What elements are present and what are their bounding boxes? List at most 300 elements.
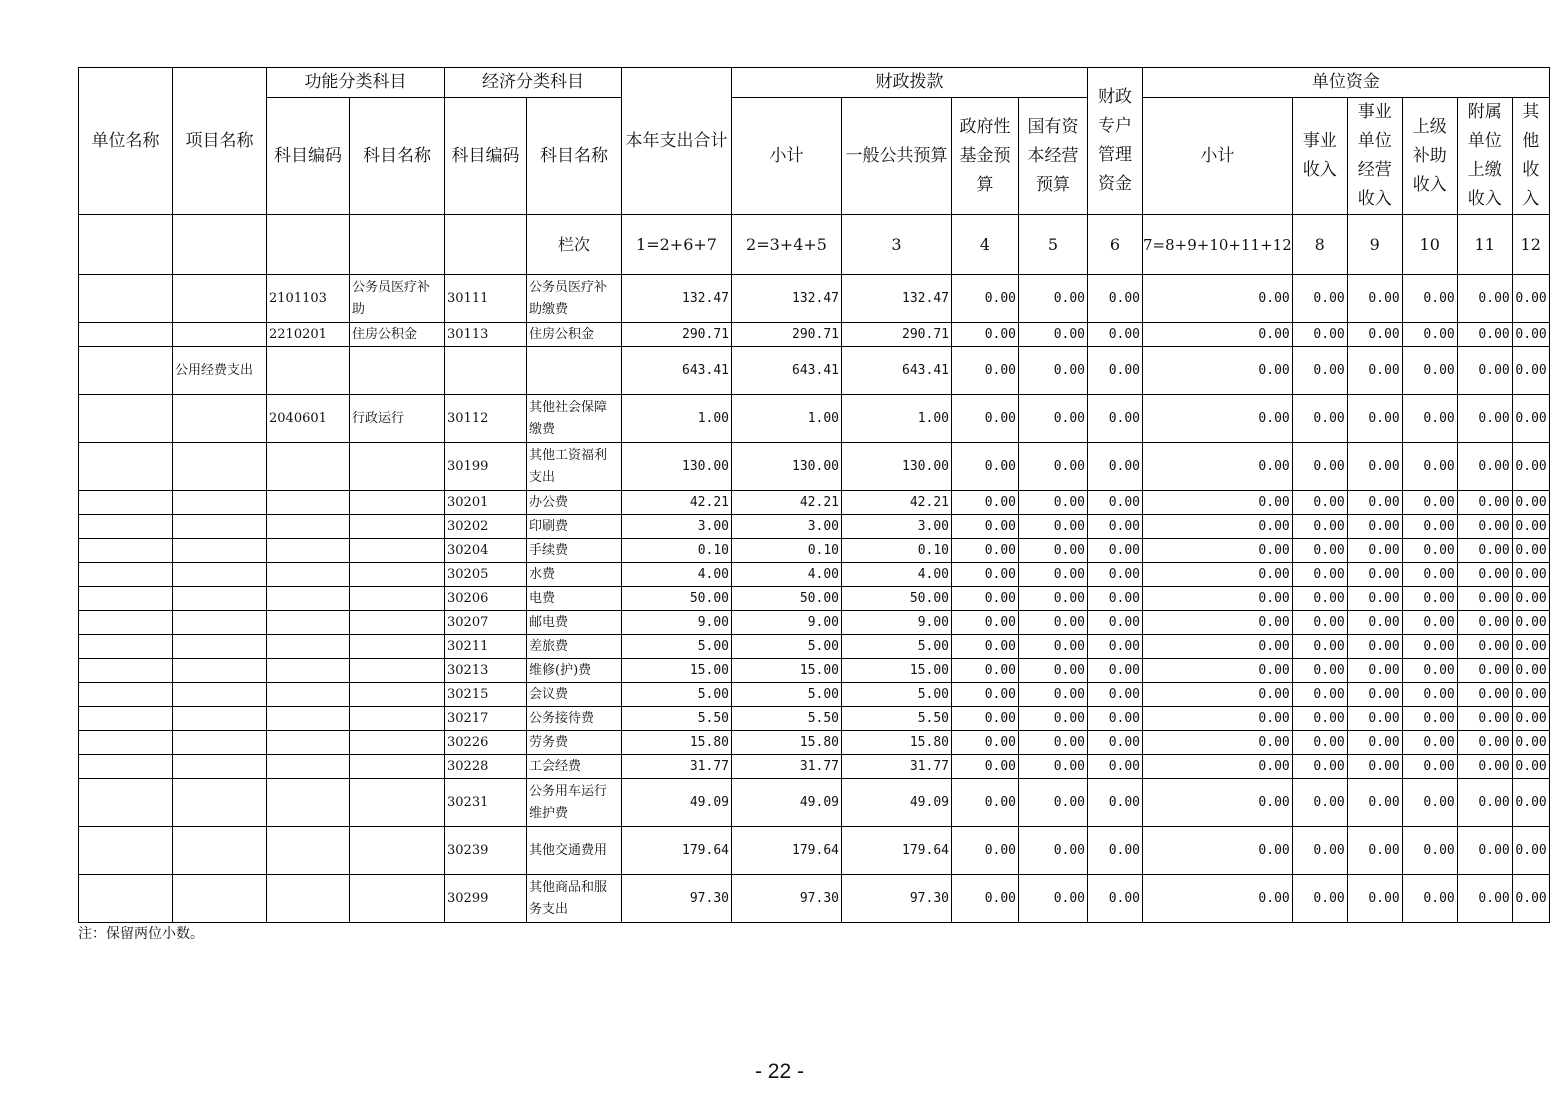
column-index: 5 [1019,215,1088,275]
amount-cell: 0.00 [1347,635,1402,659]
economic-name-cell: 其他交通费用 [527,827,622,875]
amount-cell: 0.00 [1292,875,1347,923]
amount-cell: 0.00 [1143,587,1293,611]
amount-cell: 15.00 [622,659,732,683]
amount-cell: 0.00 [1019,275,1088,323]
economic-name-cell: 工会经费 [527,755,622,779]
function-name-cell [350,731,445,755]
function-name-cell: 住房公积金 [350,323,445,347]
amount-cell: 0.00 [1143,683,1293,707]
amount-cell: 0.00 [1088,347,1143,395]
amount-cell: 9.00 [842,611,952,635]
header-economic-group: 经济分类科目 [445,68,622,98]
amount-cell: 5.00 [842,683,952,707]
amount-cell: 31.77 [732,755,842,779]
unit-name-cell [79,707,173,731]
amount-cell: 0.00 [952,683,1019,707]
project-name-cell [173,491,267,515]
function-name-cell [350,683,445,707]
unit-name-cell [79,635,173,659]
economic-code-cell: 30111 [445,275,527,323]
amount-cell: 0.00 [1019,443,1088,491]
header-function-code: 科目编码 [267,98,350,215]
function-code-cell [267,611,350,635]
amount-cell: 0.00 [1143,491,1293,515]
amount-cell: 0.00 [1292,683,1347,707]
unit-name-cell [79,491,173,515]
amount-cell: 3.00 [622,515,732,539]
function-code-cell [267,659,350,683]
amount-cell: 49.09 [622,779,732,827]
amount-cell: 0.00 [1347,731,1402,755]
amount-cell: 0.00 [1143,755,1293,779]
amount-cell: 0.00 [1402,323,1457,347]
function-code-cell [267,347,350,395]
project-name-cell [173,587,267,611]
amount-cell: 0.00 [1088,827,1143,875]
amount-cell: 0.00 [1088,683,1143,707]
amount-cell: 3.00 [842,515,952,539]
table-row [79,755,1550,779]
function-code-cell [267,539,350,563]
economic-name-cell: 维修(护)费 [527,659,622,683]
economic-name-cell: 手续费 [527,539,622,563]
amount-cell: 0.00 [1512,611,1549,635]
amount-cell: 130.00 [842,443,952,491]
amount-cell: 0.00 [952,323,1019,347]
amount-cell: 0.00 [952,347,1019,395]
amount-cell: 0.00 [1347,755,1402,779]
amount-cell: 0.00 [1088,611,1143,635]
header-other-income: 其他收入 [1512,98,1549,215]
unit-name-cell [79,443,173,491]
economic-code-cell: 30215 [445,683,527,707]
amount-cell: 0.00 [1347,827,1402,875]
header-unit-name: 单位名称 [79,68,173,215]
function-name-cell [350,491,445,515]
amount-cell: 0.00 [1347,779,1402,827]
amount-cell: 0.00 [1292,707,1347,731]
amount-cell: 50.00 [622,587,732,611]
amount-cell: 0.00 [952,539,1019,563]
amount-cell: 0.00 [1019,875,1088,923]
unit-name-cell [79,587,173,611]
unit-name-cell [79,563,173,587]
economic-code-cell: 30112 [445,395,527,443]
amount-cell: 3.00 [732,515,842,539]
economic-code-cell: 30239 [445,827,527,875]
function-code-cell [267,587,350,611]
table-row [79,395,1550,443]
amount-cell: 50.00 [732,587,842,611]
amount-cell: 0.00 [1088,563,1143,587]
function-code-cell [267,635,350,659]
amount-cell: 1.00 [732,395,842,443]
amount-cell: 0.00 [1512,731,1549,755]
header-business-income: 事业收入 [1292,98,1347,215]
amount-cell: 0.00 [1347,275,1402,323]
amount-cell: 0.00 [1512,779,1549,827]
amount-cell: 0.00 [952,707,1019,731]
amount-cell: 0.00 [1457,395,1512,443]
function-name-cell [350,587,445,611]
table-row [79,875,1550,923]
amount-cell: 0.00 [1292,827,1347,875]
amount-cell: 0.00 [1019,659,1088,683]
amount-cell: 0.00 [1402,515,1457,539]
amount-cell: 0.00 [1019,539,1088,563]
amount-cell: 0.10 [842,539,952,563]
project-name-cell [173,539,267,563]
amount-cell: 42.21 [842,491,952,515]
amount-cell: 0.00 [1088,539,1143,563]
amount-cell: 15.80 [842,731,952,755]
amount-cell: 0.10 [622,539,732,563]
table-row [79,443,1550,491]
amount-cell: 0.00 [1088,875,1143,923]
amount-cell: 0.00 [1347,683,1402,707]
amount-cell: 0.00 [1457,683,1512,707]
amount-cell: 0.00 [1019,755,1088,779]
project-name-cell [173,443,267,491]
amount-cell: 97.30 [732,875,842,923]
amount-cell: 5.50 [622,707,732,731]
amount-cell: 0.00 [1512,515,1549,539]
amount-cell: 643.41 [622,347,732,395]
amount-cell: 0.00 [1512,491,1549,515]
amount-cell: 0.00 [1402,707,1457,731]
project-name-cell [173,827,267,875]
amount-cell: 0.00 [952,443,1019,491]
header-unit-subtotal: 小计 [1143,98,1293,215]
function-code-cell [267,707,350,731]
amount-cell: 0.00 [952,275,1019,323]
amount-cell: 0.00 [1457,587,1512,611]
amount-cell: 0.00 [1143,275,1293,323]
function-code-cell [267,755,350,779]
economic-code-cell: 30231 [445,779,527,827]
economic-code-cell: 30204 [445,539,527,563]
unit-name-cell [79,683,173,707]
column-index: 12 [1512,215,1549,275]
project-name-cell [173,755,267,779]
amount-cell: 0.00 [1402,683,1457,707]
amount-cell: 1.00 [842,395,952,443]
header-affiliated-income: 附属单位上缴收入 [1457,98,1512,215]
amount-cell: 0.00 [1088,779,1143,827]
amount-cell: 0.00 [1457,875,1512,923]
table-body [79,275,1550,923]
amount-cell: 42.21 [622,491,732,515]
amount-cell: 0.00 [1512,707,1549,731]
table-row [79,587,1550,611]
amount-cell: 0.00 [1402,659,1457,683]
amount-cell: 0.00 [1292,323,1347,347]
project-name-cell [173,683,267,707]
economic-code-cell: 30207 [445,611,527,635]
economic-code-cell: 30205 [445,563,527,587]
amount-cell: 0.00 [1347,395,1402,443]
project-name-cell [173,275,267,323]
amount-cell: 0.00 [1292,395,1347,443]
amount-cell: 290.71 [622,323,732,347]
amount-cell: 0.00 [1512,755,1549,779]
header-operating-income: 事业单位经营收入 [1347,98,1402,215]
amount-cell: 0.00 [1457,731,1512,755]
column-index: 10 [1402,215,1457,275]
amount-cell: 0.00 [1143,443,1293,491]
table-row [79,323,1550,347]
column-index: 11 [1457,215,1512,275]
amount-cell: 0.00 [1402,611,1457,635]
economic-name-cell: 公务接待费 [527,707,622,731]
amount-cell: 0.00 [952,515,1019,539]
table-row [79,275,1550,323]
project-name-cell: 公用经费支出 [173,347,267,395]
unit-name-cell [79,827,173,875]
unit-name-cell [79,731,173,755]
amount-cell: 0.00 [1457,779,1512,827]
economic-code-cell: 30113 [445,323,527,347]
amount-cell: 0.00 [1512,275,1549,323]
amount-cell: 0.00 [1088,635,1143,659]
unit-name-cell [79,659,173,683]
amount-cell: 643.41 [842,347,952,395]
amount-cell: 0.00 [1402,563,1457,587]
function-code-cell [267,779,350,827]
column-index: 8 [1292,215,1347,275]
amount-cell: 0.00 [1088,275,1143,323]
economic-code-cell: 30206 [445,587,527,611]
amount-cell: 0.00 [1457,563,1512,587]
function-name-cell [350,827,445,875]
amount-cell: 0.00 [1143,539,1293,563]
economic-name-cell: 其他工资福利支出 [527,443,622,491]
amount-cell: 9.00 [622,611,732,635]
amount-cell: 0.00 [1512,659,1549,683]
amount-cell: 0.00 [1512,827,1549,875]
amount-cell: 0.00 [1347,515,1402,539]
economic-name-cell [527,347,622,395]
economic-name-cell: 其他商品和服务支出 [527,875,622,923]
economic-name-cell: 办公费 [527,491,622,515]
function-name-cell: 行政运行 [350,395,445,443]
amount-cell: 0.00 [1292,539,1347,563]
header-total: 本年支出合计 [622,68,732,215]
economic-code-cell: 30299 [445,875,527,923]
project-name-cell [173,635,267,659]
amount-cell: 0.00 [1292,731,1347,755]
header-state-capital-budget: 国有资本经营预算 [1019,98,1088,215]
amount-cell: 15.00 [842,659,952,683]
amount-cell: 0.00 [1402,779,1457,827]
amount-cell: 0.00 [1457,323,1512,347]
table-row [79,731,1550,755]
amount-cell: 290.71 [732,323,842,347]
amount-cell: 0.00 [1512,443,1549,491]
amount-cell: 0.00 [952,875,1019,923]
economic-code-cell: 30202 [445,515,527,539]
economic-name-cell: 公务用车运行维护费 [527,779,622,827]
amount-cell: 49.09 [842,779,952,827]
amount-cell: 0.00 [952,563,1019,587]
amount-cell: 0.00 [1402,539,1457,563]
amount-cell: 0.00 [1019,611,1088,635]
function-code-cell [267,731,350,755]
amount-cell: 0.00 [1512,539,1549,563]
amount-cell: 0.00 [1512,395,1549,443]
header-special-fund: 财政专户管理资金 [1088,68,1143,215]
amount-cell: 5.00 [842,635,952,659]
amount-cell: 0.00 [1019,515,1088,539]
amount-cell: 0.00 [1512,635,1549,659]
amount-cell: 132.47 [842,275,952,323]
amount-cell: 0.00 [1347,587,1402,611]
amount-cell: 132.47 [732,275,842,323]
amount-cell: 0.00 [1019,491,1088,515]
amount-cell: 0.00 [1143,827,1293,875]
amount-cell: 0.00 [1019,779,1088,827]
project-name-cell [173,323,267,347]
amount-cell: 15.80 [732,731,842,755]
amount-cell: 5.00 [732,635,842,659]
function-name-cell [350,875,445,923]
project-name-cell [173,731,267,755]
amount-cell: 0.00 [1292,491,1347,515]
column-index: 6 [1088,215,1143,275]
column-index-label: 栏次 [527,215,622,275]
economic-code-cell: 30201 [445,491,527,515]
amount-cell: 0.10 [732,539,842,563]
amount-cell: 0.00 [952,635,1019,659]
column-index: 2=3+4+5 [732,215,842,275]
amount-cell: 0.00 [1402,347,1457,395]
header-fiscal-subtotal: 小计 [732,98,842,215]
amount-cell: 0.00 [1402,275,1457,323]
function-code-cell [267,491,350,515]
table-row [79,827,1550,875]
amount-cell: 0.00 [1019,347,1088,395]
column-index: 4 [952,215,1019,275]
amount-cell: 0.00 [952,587,1019,611]
header-function-group: 功能分类科目 [267,68,445,98]
header-fiscal-group: 财政拨款 [732,68,1088,98]
economic-name-cell: 其他社会保障缴费 [527,395,622,443]
amount-cell: 0.00 [1019,563,1088,587]
budget-expenditure-table [78,67,1550,923]
table-row [79,707,1550,731]
amount-cell: 0.00 [1457,707,1512,731]
amount-cell: 0.00 [1088,707,1143,731]
amount-cell: 0.00 [1347,323,1402,347]
project-name-cell [173,875,267,923]
amount-cell: 0.00 [1088,731,1143,755]
function-name-cell [350,635,445,659]
unit-name-cell [79,539,173,563]
amount-cell: 0.00 [1457,635,1512,659]
unit-name-cell [79,323,173,347]
amount-cell: 130.00 [732,443,842,491]
amount-cell: 179.64 [732,827,842,875]
unit-name-cell [79,347,173,395]
amount-cell: 97.30 [622,875,732,923]
unit-name-cell [79,395,173,443]
table-row [79,347,1550,395]
amount-cell: 0.00 [1143,563,1293,587]
amount-cell: 0.00 [1347,491,1402,515]
amount-cell: 0.00 [1512,683,1549,707]
amount-cell: 0.00 [1088,395,1143,443]
amount-cell: 0.00 [1347,563,1402,587]
amount-cell: 0.00 [1457,275,1512,323]
amount-cell: 0.00 [1512,875,1549,923]
header-project-name: 项目名称 [173,68,267,215]
function-name-cell [350,347,445,395]
economic-code-cell: 30217 [445,707,527,731]
amount-cell: 0.00 [1457,827,1512,875]
column-index: 9 [1347,215,1402,275]
amount-cell: 0.00 [1402,491,1457,515]
amount-cell: 5.00 [622,635,732,659]
amount-cell: 42.21 [732,491,842,515]
function-name-cell [350,539,445,563]
function-name-cell [350,611,445,635]
amount-cell: 0.00 [1292,659,1347,683]
amount-cell: 0.00 [952,659,1019,683]
amount-cell: 0.00 [1088,587,1143,611]
function-code-cell [267,875,350,923]
amount-cell: 0.00 [1088,443,1143,491]
project-name-cell [173,611,267,635]
amount-cell: 0.00 [1512,323,1549,347]
header-unit-fund-group: 单位资金 [1143,68,1550,98]
amount-cell: 290.71 [842,323,952,347]
economic-name-cell: 公务员医疗补助缴费 [527,275,622,323]
economic-code-cell: 30228 [445,755,527,779]
amount-cell: 0.00 [1143,515,1293,539]
function-code-cell [267,827,350,875]
column-index: 7=8+9+10+11+12 [1143,215,1293,275]
amount-cell: 4.00 [842,563,952,587]
amount-cell: 0.00 [1088,659,1143,683]
amount-cell: 0.00 [1143,779,1293,827]
header-economic-code: 科目编码 [445,98,527,215]
amount-cell: 0.00 [1019,587,1088,611]
amount-cell: 0.00 [1143,323,1293,347]
amount-cell: 0.00 [1088,491,1143,515]
amount-cell: 179.64 [622,827,732,875]
amount-cell: 31.77 [842,755,952,779]
amount-cell: 1.00 [622,395,732,443]
header-superior-subsidy: 上级补助收入 [1402,98,1457,215]
economic-code-cell: 30211 [445,635,527,659]
unit-name-cell [79,779,173,827]
amount-cell: 0.00 [1143,875,1293,923]
amount-cell: 0.00 [1402,587,1457,611]
amount-cell: 0.00 [1088,755,1143,779]
page-number: - 22 - [754,1060,804,1083]
amount-cell: 0.00 [1292,611,1347,635]
project-name-cell [173,395,267,443]
footnote: 注：保留两位小数。 [78,926,204,942]
economic-name-cell: 印刷费 [527,515,622,539]
table-row [79,539,1550,563]
amount-cell: 15.80 [622,731,732,755]
function-name-cell [350,755,445,779]
amount-cell: 0.00 [1512,563,1549,587]
amount-cell: 0.00 [952,395,1019,443]
table-row [79,491,1550,515]
